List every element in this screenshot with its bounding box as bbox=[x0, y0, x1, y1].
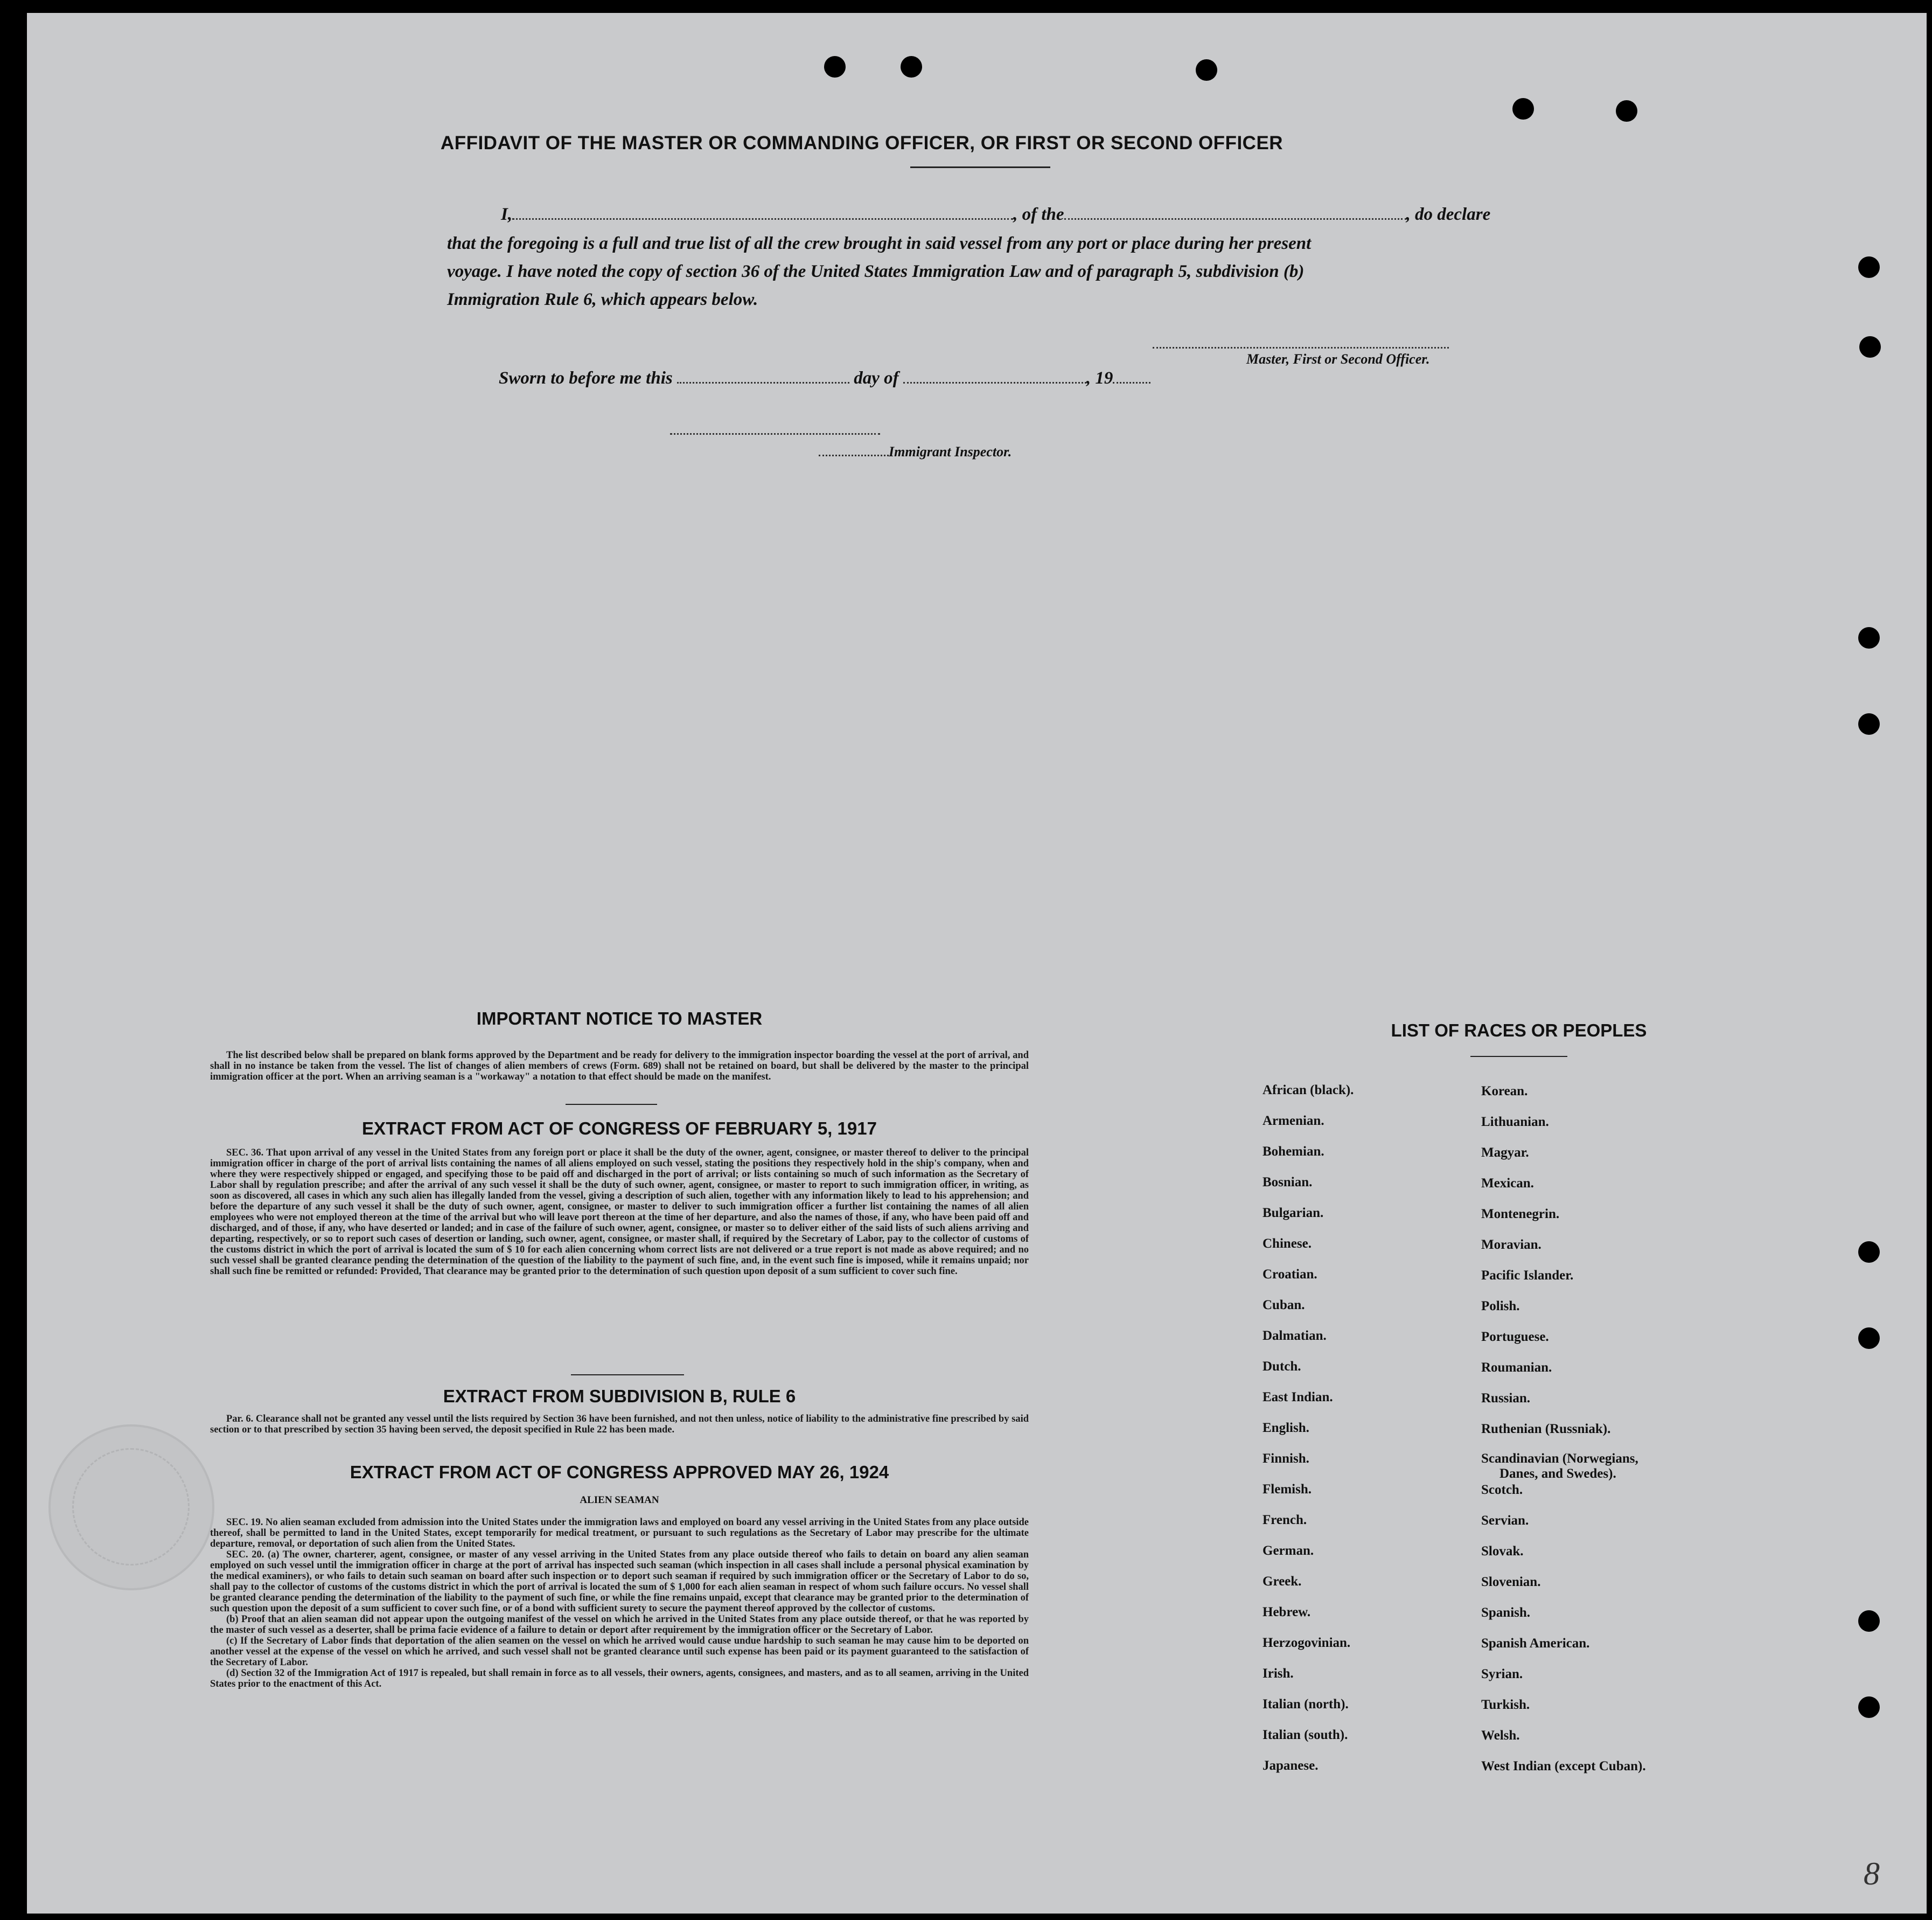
master-signature-line bbox=[1153, 334, 1449, 349]
race-item: Montenegrin. bbox=[1481, 1207, 1560, 1221]
notice-title: IMPORTANT NOTICE TO MASTER bbox=[476, 1008, 763, 1028]
race-item: Lithuanian. bbox=[1481, 1115, 1549, 1129]
race-item: Slovak. bbox=[1481, 1544, 1524, 1559]
race-item: Bulgarian. bbox=[1263, 1206, 1324, 1220]
race-item: Welsh. bbox=[1481, 1728, 1520, 1743]
punch-hole bbox=[1858, 1610, 1880, 1632]
races-rule bbox=[1470, 1056, 1567, 1057]
race-item: Korean. bbox=[1481, 1084, 1528, 1098]
race-item: Turkish. bbox=[1481, 1698, 1530, 1712]
race-item: Scotch. bbox=[1481, 1483, 1523, 1497]
punch-hole bbox=[1858, 1327, 1880, 1349]
extract-1917-rule bbox=[571, 1374, 684, 1375]
margin-mark: 8 bbox=[1864, 1856, 1880, 1891]
punch-hole bbox=[1859, 336, 1881, 358]
race-item: Magyar. bbox=[1481, 1145, 1529, 1160]
affidavit-title: AFFIDAVIT OF THE MASTER OR COMMANDING OFFICER, OR FIRST OR SECOND OFFICER bbox=[440, 133, 1284, 154]
affidavit-line-4: Immigration Rule 6, which appears below. bbox=[447, 290, 758, 309]
affidavit-line-1: I, , of the , do declare bbox=[501, 205, 1491, 224]
race-item: Syrian. bbox=[1481, 1667, 1523, 1681]
extract-rule6-body: Par. 6. Clearance shall not be granted any vessel until the lists required by Section 36 have been furnished, and not then unless, notice of liability to the administrative fine prescribed by said section or to that prescribed by section 35 having been served, the deposit specified in Rule 22 has been made. bbox=[210, 1414, 1029, 1435]
notice-body: The list described below shall be prepared on blank forms approved by the Department and be ready for delivery to the immigration inspector boarding the vessel at the port of arrival, and shall in no instance be taken from the vessel. The list of changes of alien members of crews (Form. 689) shall not be retained on board, but shall be delivered by the master to the principal immigration officer at the port. When an arriving seaman is a "workaway" a notation to that effect should be made on the manifest. bbox=[210, 1050, 1029, 1082]
punch-hole bbox=[1858, 627, 1880, 649]
race-item: Finnish. bbox=[1263, 1451, 1309, 1466]
document-page bbox=[27, 13, 1927, 1914]
extract-rule6-title: EXTRACT FROM SUBDIVISION B, RULE 6 bbox=[443, 1386, 796, 1406]
race-item: Servian. bbox=[1481, 1513, 1529, 1528]
race-item: Dalmatian. bbox=[1263, 1328, 1327, 1343]
punch-hole bbox=[1196, 59, 1217, 81]
race-item: East Indian. bbox=[1263, 1390, 1333, 1404]
race-item: Bosnian. bbox=[1263, 1175, 1313, 1189]
embossed-seal bbox=[48, 1424, 214, 1590]
race-item: Flemish. bbox=[1263, 1482, 1312, 1497]
race-item: Slovenian. bbox=[1481, 1575, 1541, 1589]
inspector-caption: Immigrant Inspector. bbox=[819, 444, 1012, 460]
extract-1917-title: EXTRACT FROM ACT OF CONGRESS OF FEBRUARY 5, 1917 bbox=[362, 1118, 877, 1138]
race-item: Armenian. bbox=[1263, 1114, 1324, 1128]
race-item: Pacific Islander. bbox=[1481, 1268, 1574, 1283]
race-item: Spanish. bbox=[1481, 1605, 1531, 1620]
master-caption: Master, First or Second Officer. bbox=[1246, 351, 1430, 367]
race-item: Hebrew. bbox=[1263, 1605, 1311, 1619]
punch-hole bbox=[1858, 1696, 1880, 1718]
race-item: West Indian (except Cuban). bbox=[1481, 1759, 1646, 1773]
race-item: Irish. bbox=[1263, 1666, 1294, 1681]
sworn-line: Sworn to before me this day of , 19 bbox=[499, 368, 1150, 388]
punch-hole bbox=[1858, 713, 1880, 735]
affidavit-line-2: that the foregoing is a full and true list of all the crew brought in said vessel from any port or place during her present bbox=[447, 234, 1312, 253]
extract-1924-title: EXTRACT FROM ACT OF CONGRESS APPROVED MAY 26, 1924 bbox=[350, 1462, 889, 1482]
punch-hole bbox=[1512, 98, 1534, 120]
race-item: Mexican. bbox=[1481, 1176, 1534, 1191]
race-item: Herzogovinian. bbox=[1263, 1636, 1351, 1650]
notice-rule bbox=[566, 1104, 657, 1105]
race-item: Portuguese. bbox=[1481, 1330, 1549, 1344]
extract-1924-body: SEC. 19. No alien seaman excluded from admission into the United States under the immigration laws and employed on board any vessel arriving in the United States from any place outside thereof, shall be permitted to land in the United States, except temporarily for medical treatment, or pursuant to such regulations as the Secretary of Labor may prescribe for the ultimate departure, removal, or deportation of such alien from the United States. SEC. 20. (a) The owner, charterer, agent, consignee, or master of any vessel arriving in the United States from any place outside thereof who fails to detain on board any alien seaman employed on such vessel until the immigration officer in charge at the port of arrival has inspected such seaman (which inspection in all cases shall include a personal physical examination by the medical examiners), or who fails to detain such seaman on board after such inspection or to deport such seaman if required by such immigration officer or the Secretary of Labor to do so, shall pay to the collector of customs of the customs district in which the port of arrival is located the sum of $ 1,000 for each alien seaman in respect of whom such failure occurs. No vessel shall be granted clearance pending the determination of the liability to the payment of such fine, or while the fine remains unpaid, except that clearance may be granted prior to the determination of such question upon the deposit of a sum sufficient to cover such fine, or of a bond with sufficient surety to secure the payment thereof approved by the collector of customs. (b) Proof that an alien seaman did not appear upon the outgoing manifest of the vessel on which he arrived in the United States from any place outside thereof, or that he was reported by the master of such vessel as a deserter, shall be prima facie evidence of a failure to detain or deport after requirement by the immigration officer or the Secretary of Labor. (c) If the Secretary of Labor finds that deportation of the alien seamen on the vessel on which he arrived would cause undue hardship to such seaman he may cause him to be deported on another vessel at the expense of the vessel on which he arrived, and such vessel shall not be granted clearance until such expense has been paid or its payment guaranteed to the satisfaction of the Secretary of Labor. (d) Section 32 of the Immigration Act of 1917 is repealed, but shall remain in force as to all vessels, their owners, agents, consignees, and masters, and as to all seamen, arriving in the United States prior to the enactment of this Act. bbox=[210, 1517, 1029, 1689]
inspector-signature-line bbox=[670, 420, 880, 435]
race-item: Japanese. bbox=[1263, 1758, 1319, 1773]
race-item: Italian (north). bbox=[1263, 1697, 1349, 1712]
race-item: African (black). bbox=[1263, 1083, 1354, 1097]
punch-hole bbox=[824, 56, 846, 78]
race-item: Polish. bbox=[1481, 1299, 1520, 1313]
race-item: English. bbox=[1263, 1421, 1309, 1435]
race-item: Danes, and Swedes). bbox=[1499, 1466, 1616, 1481]
punch-hole bbox=[1616, 100, 1637, 122]
race-item: Scandinavian (Norwegians, bbox=[1481, 1451, 1638, 1466]
race-item: Croatian. bbox=[1263, 1267, 1317, 1282]
punch-hole bbox=[1858, 1241, 1880, 1263]
race-item: Russian. bbox=[1481, 1391, 1531, 1406]
race-item: Roumanian. bbox=[1481, 1360, 1552, 1375]
race-item: French. bbox=[1263, 1513, 1307, 1527]
race-item: Italian (south). bbox=[1263, 1728, 1348, 1742]
punch-hole bbox=[1858, 256, 1880, 278]
race-item: Ruthenian (Russniak). bbox=[1481, 1422, 1611, 1436]
race-item: German. bbox=[1263, 1543, 1314, 1558]
extract-1924-subtitle: ALIEN SEAMAN bbox=[580, 1494, 659, 1506]
race-item: Bohemian. bbox=[1263, 1144, 1324, 1159]
race-item: Moravian. bbox=[1481, 1237, 1542, 1252]
race-item: Chinese. bbox=[1263, 1236, 1312, 1251]
extract-1917-body: SEC. 36. That upon arrival of any vessel in the United States from any foreign port or place it shall be the duty of the owner, agent, consignee, or master thereof to deliver to the principal immigration officer in charge of the port of arrival lists containing the names of all aliens employed on such vessel, stating the positions they respectively hold in the ship's company, when and where they were respectively shipped or engaged, and specifying those to be paid off and discharged in the port of arrival; or lists containing so much of such information as the Secretary of Labor shall by regulation prescribe; and after the arrival of any such vessel it shall be the duty of such owner, agent, consignee, or master to report to such immigration officer, in writing, as soon as discovered, all cases in which any such alien has illegally landed from the vessel, giving a description of such alien, together with any information likely to lead to his apprehension; and before the departure of any such vessel it shall be the duty of such owner, agent, consignee, or master to deliver to such immigration officer a further list containing the names of all alien employees who were not employed thereon at the time of the arrival but who will leave port thereon at the time of her departure, and also the names of those, if any, who have been paid off and discharged, and of those, if any, who have deserted or landed; and in case of the failure of such owner, agent, consignee, or master so to deliver either of the said lists of such aliens arriving and departing, respectively, or so to report such cases of desertion or landing, such owner, agent, consignee, or master shall, if required by the Secretary of Labor, pay to the collector of customs of the customs district in which the port of arrival is located the sum of $ 10 for each alien concerning whom correct lists are not delivered or a true report is not made as above required; and no such vessel shall be granted clearance pending the determination of the question of the liability to the payment of such fine, and, in the event such fine is imposed, while it remains unpaid; nor shall such fine be remitted or refunded: Provided, That clearance may be granted prior to the determination of such question upon deposit of a sum sufficient to cover such fine. bbox=[210, 1147, 1029, 1277]
race-item: Cuban. bbox=[1263, 1298, 1305, 1312]
punch-hole bbox=[901, 56, 922, 78]
title-rule bbox=[910, 166, 1050, 168]
affidavit-line-3: voyage. I have noted the copy of section 36 of the United States Immigration Law and of paragraph 5, subdivision (b) bbox=[447, 262, 1305, 281]
race-item: Spanish American. bbox=[1481, 1636, 1590, 1651]
races-title: LIST OF RACES OR PEOPLES bbox=[1391, 1020, 1647, 1040]
race-item: Greek. bbox=[1263, 1574, 1302, 1589]
race-item: Dutch. bbox=[1263, 1359, 1301, 1374]
